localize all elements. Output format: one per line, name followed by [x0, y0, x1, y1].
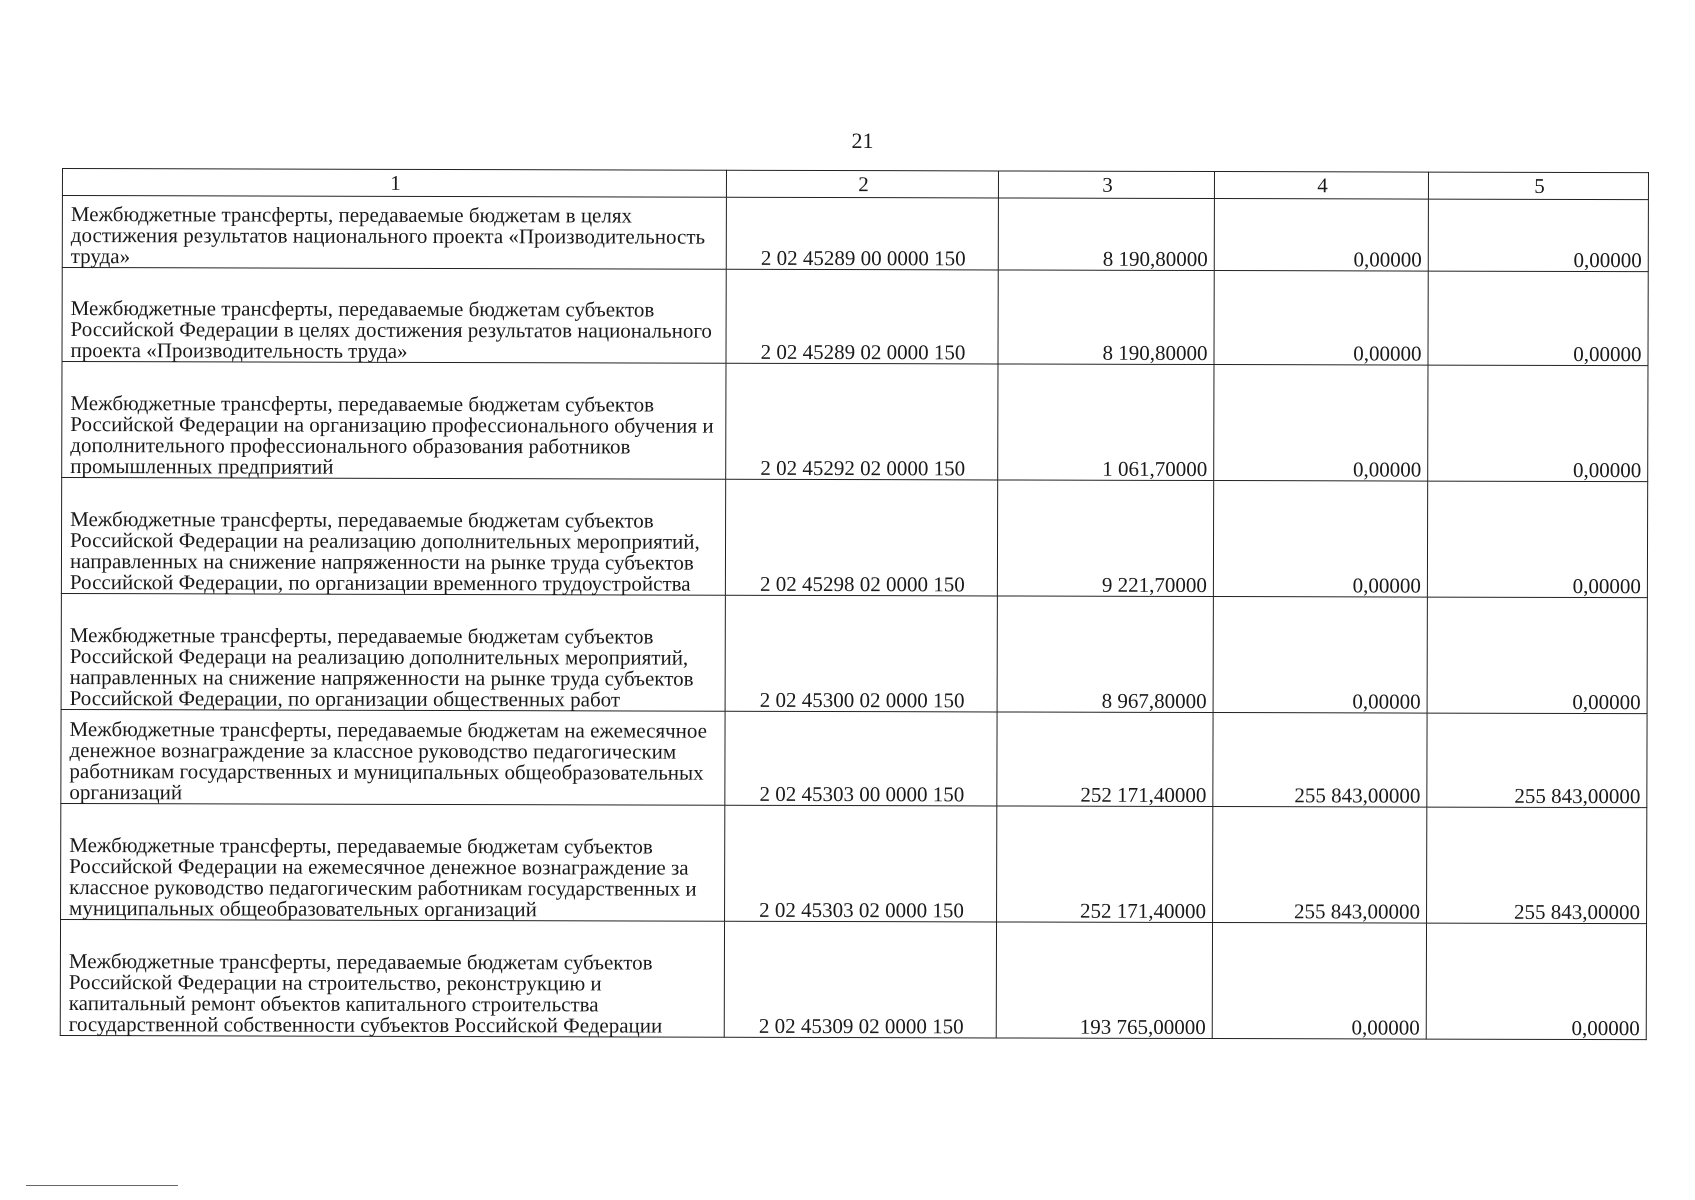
row-value-col3: 252 171,40000: [997, 806, 1213, 923]
row-description: Межбюджетные трансферты, передаваемые бюджетам субъектов Российской Федераци на реализацию дополнительных мероприятий, направленных на снижение напряженности на рынке труда субъектов Российской Федерации, по организации общественных работ: [61, 593, 725, 711]
row-value-col3: 1 061,70000: [998, 364, 1214, 481]
row-value-col4: 255 843,00000: [1213, 807, 1427, 924]
row-description: Межбюджетные трансферты, передаваемые бюджетам на ежемесячное денежное вознаграждение за классное руководство педагогическим работникам государственных и муниципальных общеобразовательных организаций: [61, 709, 725, 805]
header-col-2: 2: [726, 170, 998, 198]
row-value-col5: 0,00000: [1426, 923, 1646, 1040]
row-description: Межбюджетные трансферты, передаваемые бюджетам субъектов Российской Федерации в целях достижения результатов национального проекта «Производительность труда»: [62, 268, 726, 364]
row-code: 2 02 45289 02 0000 150: [726, 269, 998, 364]
table-row: [60, 919, 1646, 1039]
row-value-col5: 255 843,00000: [1427, 713, 1647, 808]
row-code: 2 02 45303 02 0000 150: [725, 805, 997, 922]
footer-divider: [26, 1185, 178, 1186]
row-code: 2 02 45300 02 0000 150: [725, 595, 997, 712]
row-code: 2 02 45289 00 0000 150: [726, 197, 998, 270]
table-row: [62, 362, 1648, 482]
row-value-col3: 252 171,40000: [997, 712, 1213, 807]
header-col-3: 3: [998, 171, 1214, 199]
row-code: 2 02 45303 00 0000 150: [725, 711, 997, 806]
row-code: 2 02 45309 02 0000 150: [724, 921, 996, 1038]
row-code: 2 02 45292 02 0000 150: [726, 363, 998, 480]
row-value-col4: 0,00000: [1214, 365, 1428, 482]
table-body: [60, 196, 1648, 1040]
row-value-col4: 0,00000: [1213, 597, 1427, 714]
table-row: [61, 803, 1647, 923]
row-value-col3: 193 765,00000: [996, 922, 1212, 1039]
row-value-col4: 0,00000: [1214, 271, 1428, 366]
row-value-col5: 0,00000: [1428, 271, 1648, 366]
header-col-5: 5: [1428, 172, 1648, 200]
row-description: Межбюджетные трансферты, передаваемые бюджетам субъектов Российской Федерации на организацию профессионального обучения и дополнительного профессионального образования работников промышленных предприятий: [62, 362, 726, 480]
header-row: [62, 169, 1648, 200]
row-description: Межбюджетные трансферты, передаваемые бюджетам в целях достижения результатов национального проекта «Производительность труда»: [62, 196, 726, 270]
header-col-1: 1: [62, 169, 726, 198]
row-value-col4: 0,00000: [1213, 481, 1427, 598]
table-row: [61, 709, 1647, 807]
table-row: [61, 478, 1647, 598]
row-value-col5: 0,00000: [1428, 199, 1648, 272]
table-row: [61, 593, 1647, 713]
row-value-col5: 255 843,00000: [1427, 807, 1647, 924]
page-number: 21: [851, 128, 874, 153]
row-description: Межбюджетные трансферты, передаваемые бюджетам субъектов Российской Федерации на реализацию дополнительных мероприятий, направленных на снижение напряженности на рынке труда субъектов Российской Федерации, по организации временного трудоустройства: [61, 478, 725, 596]
table-header: [62, 169, 1648, 200]
row-code: 2 02 45298 02 0000 150: [725, 479, 997, 596]
row-value-col5: 0,00000: [1428, 365, 1648, 482]
row-value-col3: 8 967,80000: [997, 596, 1213, 713]
row-value-col3: 9 221,70000: [997, 480, 1213, 597]
row-value-col3: 8 190,80000: [998, 270, 1214, 365]
row-description: Межбюджетные трансферты, передаваемые бюджетам субъектов Российской Федерации на ежемесячное денежное вознаграждение за классное руководство педагогическим работникам государственных и муниципальных общеобразовательных организаций: [61, 803, 725, 921]
row-value-col4: 0,00000: [1214, 199, 1428, 272]
row-value-col4: 255 843,00000: [1213, 713, 1427, 808]
row-value-col3: 8 190,80000: [998, 198, 1214, 271]
row-description: Межбюджетные трансферты, передаваемые бюджетам субъектов Российской Федерации на строительство, реконструкцию и капитальный ремонт объектов капитального строительства государственной собственности субъектов Российской Федерации: [60, 919, 724, 1037]
budget-table: [60, 168, 1649, 1040]
header-col-4: 4: [1214, 172, 1428, 200]
row-value-col5: 0,00000: [1427, 597, 1647, 714]
table-row: [62, 196, 1648, 272]
row-value-col4: 0,00000: [1212, 923, 1426, 1040]
row-value-col5: 0,00000: [1427, 481, 1647, 598]
table-row: [62, 268, 1648, 366]
